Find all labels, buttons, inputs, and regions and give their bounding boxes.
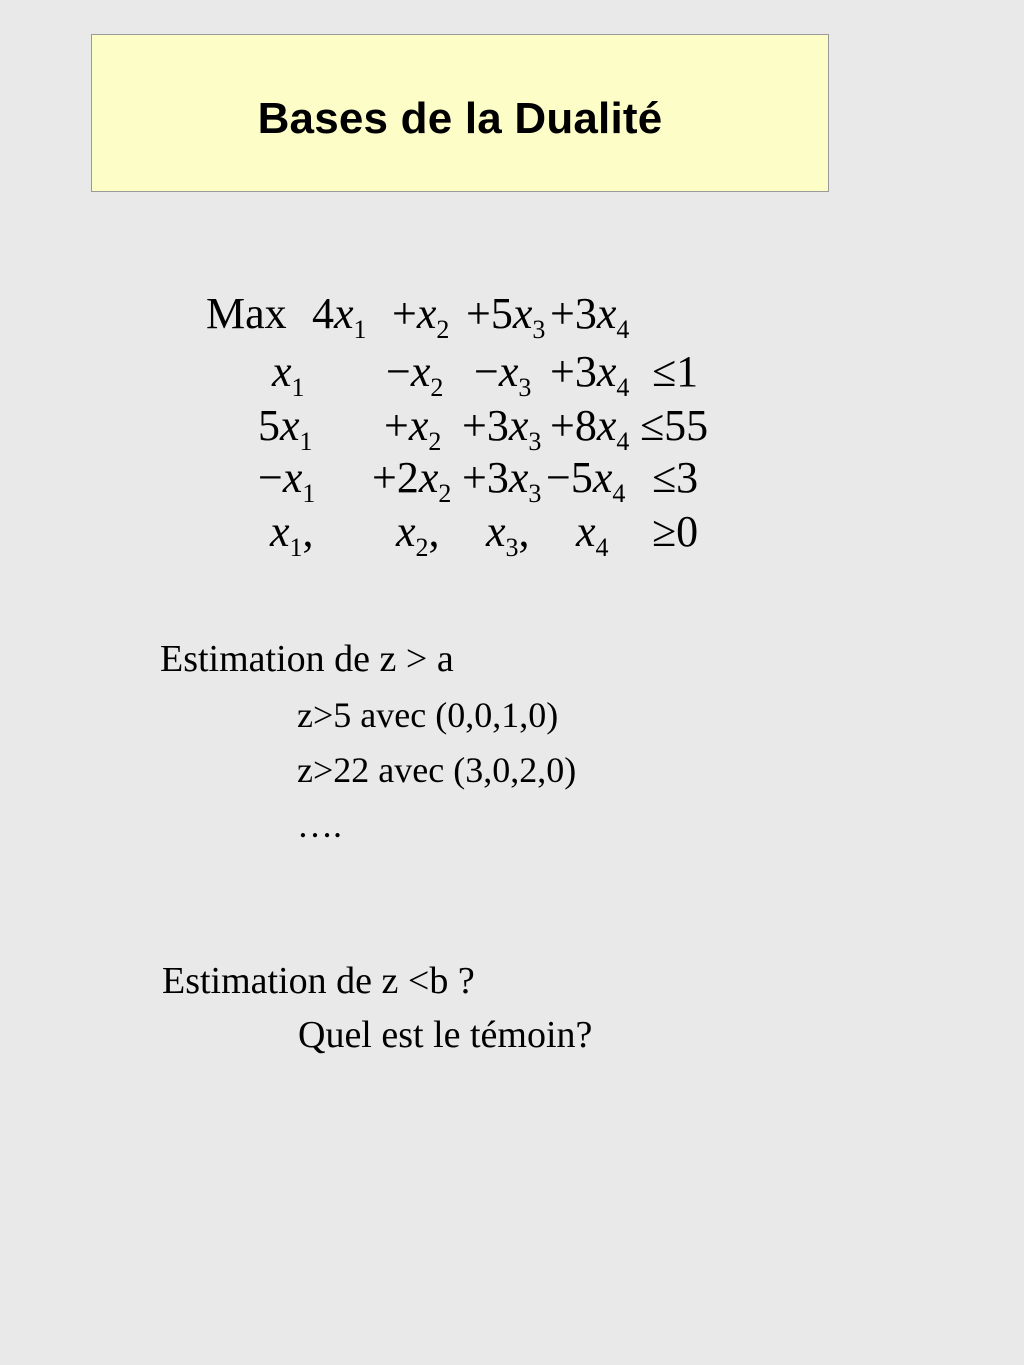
- nn-var-1: x: [270, 507, 290, 556]
- nn-comma-3: ,: [518, 507, 530, 556]
- nn-var-4: x: [576, 507, 596, 556]
- c1-var-4: x: [596, 347, 617, 396]
- objective-sub-1: 1: [353, 315, 367, 344]
- c1-coef-4: +3: [550, 347, 597, 396]
- lower-bound-line-1: z>5 avec (0,0,1,0): [297, 695, 559, 735]
- c2-var-1: x: [280, 401, 300, 450]
- c3-var-2: x: [418, 453, 439, 502]
- nn-sub-3: 3: [505, 533, 519, 562]
- upper-bound-question: Quel est le témoin?: [298, 1014, 593, 1056]
- lower-bound-ellipsis: ….: [297, 805, 342, 845]
- nn-rhs: ≥0: [652, 507, 699, 556]
- c2-coef-1: 5: [258, 401, 280, 450]
- c3-coef-3: +3: [462, 453, 509, 502]
- objective-var-1: x: [334, 289, 354, 338]
- c2-coef-3: +3: [462, 401, 509, 450]
- c2-sub-4: 4: [616, 427, 630, 456]
- objective-line: [0, 289, 1024, 344]
- c2-var-3: x: [508, 401, 529, 450]
- nn-var-2: x: [396, 507, 416, 556]
- c3-coef-2: +2: [372, 453, 419, 502]
- objective-label: Max: [206, 289, 287, 338]
- c1-var-3: x: [498, 347, 519, 396]
- c1-coef-3: −: [474, 347, 499, 396]
- nn-comma-2: ,: [428, 507, 440, 556]
- nn-sub-1: 1: [289, 533, 303, 562]
- objective-coef-4: +3: [550, 289, 597, 338]
- page-title: Bases de la Dualité: [257, 94, 663, 143]
- objective-sub-4: 4: [616, 315, 630, 344]
- objective-coef-3: +5: [466, 289, 513, 338]
- c3-var-3: x: [508, 453, 529, 502]
- objective-sub-3: 3: [532, 315, 546, 344]
- objective-var-4: x: [596, 289, 617, 338]
- c2-sub-2: 2: [428, 427, 442, 456]
- upper-bound-heading: Estimation de z <b ?: [162, 960, 475, 1002]
- c2-coef-4: +8: [550, 401, 597, 450]
- objective-coef-1: 4: [312, 289, 334, 338]
- c3-rhs: ≤3: [652, 453, 699, 502]
- c3-var-4: x: [592, 453, 613, 502]
- constraint-2: [0, 401, 1024, 456]
- constraint-3: [0, 453, 1024, 508]
- c3-sub-3: 3: [528, 479, 542, 508]
- objective-op-2: +: [392, 289, 417, 338]
- lower-bound-heading: Estimation de z > a: [160, 638, 454, 680]
- objective-var-3: x: [512, 289, 533, 338]
- c2-var-2: x: [408, 401, 429, 450]
- c2-sub-3: 3: [528, 427, 542, 456]
- c1-sub-1: 1: [291, 373, 305, 402]
- c2-var-4: x: [596, 401, 617, 450]
- linear-program: [0, 0, 1024, 600]
- c1-sub-4: 4: [616, 373, 630, 402]
- nn-var-3: x: [486, 507, 506, 556]
- c3-coef-4: −5: [546, 453, 593, 502]
- c3-sub-2: 2: [438, 479, 452, 508]
- nonnegativity-line: [0, 507, 1024, 562]
- c1-sub-3: 3: [518, 373, 532, 402]
- c1-var-2: x: [410, 347, 431, 396]
- nn-sub-4: 4: [595, 533, 609, 562]
- c3-coef-1: −: [258, 453, 283, 502]
- c2-sub-1: 1: [299, 427, 313, 456]
- c3-sub-1: 1: [302, 479, 316, 508]
- c1-var-1: x: [272, 347, 292, 396]
- nn-sub-2: 2: [415, 533, 429, 562]
- c1-sub-2: 2: [430, 373, 444, 402]
- c2-coef-2: +: [384, 401, 409, 450]
- c1-coef-2: −: [386, 347, 411, 396]
- c3-var-1: x: [282, 453, 303, 502]
- c2-rhs: ≤55: [640, 401, 709, 450]
- objective-var-2: x: [416, 289, 437, 338]
- lower-bound-line-2: z>22 avec (3,0,2,0): [297, 750, 577, 790]
- constraint-1: [0, 347, 1024, 402]
- nn-comma-1: ,: [302, 507, 314, 556]
- c3-sub-4: 4: [612, 479, 626, 508]
- objective-sub-2: 2: [436, 315, 450, 344]
- c1-rhs: ≤1: [652, 347, 699, 396]
